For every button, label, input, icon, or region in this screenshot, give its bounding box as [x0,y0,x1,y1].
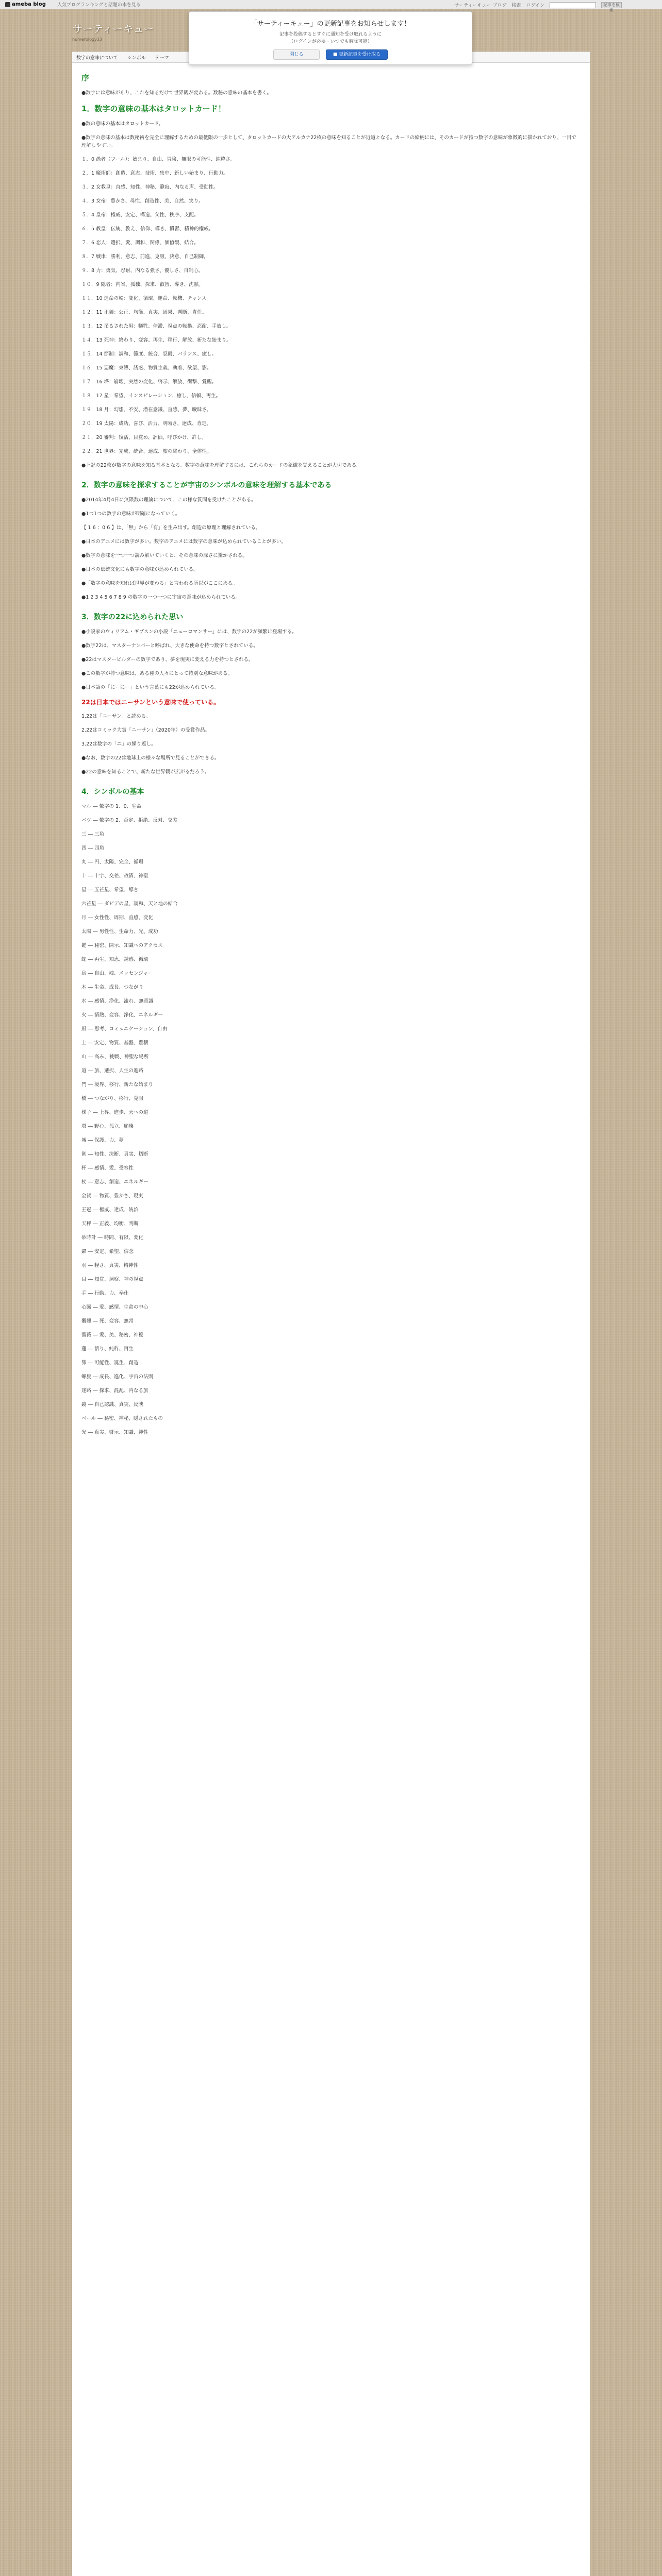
blog-subtitle: numerology33 [72,37,102,42]
paragraph: 迷路 ― 探求、混乱、内なる旅 [81,1388,148,1394]
paragraph: 六芒星 ― ダビデの星、調和、天と地の結合 [81,901,178,907]
nav-item-theme[interactable]: テーマ [155,55,169,61]
paragraph: 城 ― 保護、力、夢 [81,1138,124,1143]
paragraph: ●この数字が持つ意味は、ある種の人々にとって特別な意味がある。 [81,671,233,676]
blog-header [72,21,154,42]
paragraph: 梯子 ― 上昇、進歩、天への道 [81,1110,148,1115]
paragraph: 橋 ― つながり、移行、克服 [81,1096,144,1101]
notification-dialog [189,11,472,65]
paragraph: ●2014年4月4日に無限数の理論について、この様な質問を受けたことがある。 [81,497,256,503]
paragraph: １２．11 正義：公正、均衡、真実、因果、判断、責任。 [81,310,207,315]
paragraph: 心臓 ― 愛、感情、生命の中心 [81,1304,148,1310]
paragraph: １３．12 吊るされた男：犠牲、停滞、視点の転換、忍耐、手放し。 [81,324,231,329]
intro-text: ●数字には意味があり、これを知るだけで世界観が変わる。数秘の意味の基本を書く。 [81,90,272,96]
paragraph: ●日本の伝統文化にも数字の意味が込められている。 [81,567,198,572]
search-button[interactable]: 記事を検索 [601,2,622,8]
paragraph: 光 ― 真実、啓示、知識、神性 [81,1430,148,1435]
notification-title: 「サーティーキュー」の更新記事をお知らせします！ [250,20,411,28]
section-4-definitions [81,803,581,1436]
paragraph: ２．1 魔術師：創造、意志、技術、集中、新しい始まり、行動力。 [81,171,228,176]
section-3-body [81,628,581,691]
paragraph: ２２．21 世界：完成、統合、達成、旅の終わり、全体性。 [81,449,212,454]
nav-item-symbols[interactable]: シンボル [127,55,146,61]
paragraph: ベール ― 秘密、神秘、隠されたもの [81,1416,163,1421]
ameba-logo[interactable] [5,2,46,7]
paragraph: 風 ― 思考、コミュニケーション、自由 [81,1026,168,1032]
paragraph: ２０．19 太陽：成功、喜び、活力、明晰さ、達成、肯定。 [81,421,211,427]
section-3-heading: 3．数字の22に込められた思い [81,613,184,621]
paragraph: 螺旋 ― 成長、進化、宇宙の法則 [81,1374,154,1380]
paragraph: ６．5 教皇：伝統、教え、信仰、導き、慣習、精神的権威。 [81,226,214,232]
paragraph: １４．13 死神：終わり、変容、再生、移行、解放、新たな始まり。 [81,337,231,343]
paragraph: ●1 2 3 4 5 6 7 8 9 の数字の一つ一つに宇宙の意味が込められている。 [81,595,241,600]
paragraph: １９．18 月：幻想、不安、潜在意識、直感、夢、曖昧さ。 [81,407,212,413]
paragraph: マル ― 数字の 1、0、生命 [81,804,142,809]
paragraph: 王冠 ― 権威、達成、統治 [81,1207,139,1213]
section-1-body [81,120,581,455]
paragraph: 鍵 ― 秘密、開示、知識へのアクセス [81,943,163,948]
subscribe-button[interactable]: ■ 更新記事を受け取る [326,49,388,60]
paragraph: 髑髏 ― 死、変容、無常 [81,1318,134,1324]
paragraph: 月 ― 女性性、周期、直感、変化 [81,915,154,921]
paragraph: 三 ― 三角 [81,832,105,837]
section-1-note: ●上記の22枚が数字の意味を知る基本となる。数字の意味を理解するには、これらのカードの象徴を覚えることが大切である。 [81,463,361,468]
paragraph: ●小説家のウィリアム・ギブスンの小説「ニューロマンサー」には、数字の22が頻繁に登場する。 [81,629,297,635]
nav-item-numbers[interactable]: 数字の意味について [76,55,118,61]
paragraph: 鏡 ― 自己認識、真実、反映 [81,1402,144,1408]
logo-icon [5,2,10,7]
paragraph: ２１．20 審判：復活、目覚め、評価、呼びかけ、許し。 [81,435,207,440]
paragraph: ●1つ1つの数字の意味が明確になっていく。 [81,511,180,517]
paragraph: 羽 ― 軽さ、真実、精神性 [81,1263,139,1268]
paragraph: ●なお、数字の22は地球上の様々な場所で見ることができる。 [81,755,220,761]
paragraph: 四 ― 四角 [81,845,105,851]
notification-line1: 記事を投稿するとすぐに通知を受け取れるように [279,32,382,37]
paragraph: ８．7 戦車：勝利、意志、前進、克服、決意、自己制御。 [81,254,209,260]
paragraph: ●22はマスタービルダーの数字であり、夢を現実に変える力を持つとされる。 [81,657,254,663]
logo-text: ameba blog [12,2,46,7]
paragraph: 杯 ― 感情、愛、受容性 [81,1165,134,1171]
paragraph: バツ ― 数字の 2、否定、拒絶、反対、交差 [81,818,178,823]
section-3-body-2 [81,713,581,776]
paragraph: 蛇 ― 再生、知恵、誘惑、循環 [81,957,148,962]
close-button[interactable]: 閉じる [273,49,320,60]
paragraph: 卵 ― 可能性、誕生、創造 [81,1360,139,1366]
top-bar [0,0,662,12]
paragraph: 星 ― 五芒星、希望、導き [81,887,139,893]
paragraph: 2.22はコミック大賞「ニーサン」（2020年）の受賞作品。 [81,727,210,733]
topbar-link-blog[interactable]: サーティーキュー ブログ [454,3,507,8]
paragraph: 杖 ― 意志、創造、エネルギー [81,1179,148,1185]
paragraph: 道 ― 旅、選択、人生の進路 [81,1068,144,1074]
paragraph: １５．14 節制：調和、節度、統合、忍耐、バランス、癒し。 [81,351,217,357]
topbar-link-search[interactable]: 検索 [511,3,521,8]
search-input[interactable] [550,2,596,8]
section-3-red-heading: 22は日本ではニーサンという意味で使っている。 [81,699,220,706]
paragraph: ３．2 女教皇：直感、知性、神秘、静寂、内なる声、受動性。 [81,184,219,190]
paragraph: 土 ― 安定、物質、基盤、豊穣 [81,1040,148,1046]
section-1-heading: 1．数字の意味の基本はタロットカード！ [81,104,226,113]
section-2-heading: 2．数字の意味を探求することが宇宙のシンボルの意味を理解する基本である [81,481,332,489]
paragraph: １７．16 塔：崩壊、突然の変化、啓示、解放、衝撃、覚醒。 [81,379,217,385]
paragraph: ●数字22は、マスターナンバーと呼ばれ、大きな使命を持つ数字とされている。 [81,643,258,649]
paragraph: 山 ― 高み、挑戦、神聖な場所 [81,1054,149,1060]
paragraph: １８．17 星：希望、インスピレーション、癒し、信頼、再生。 [81,393,221,399]
intro-label: 序 [81,73,90,82]
paragraph: 薔薇 ― 愛、美、秘密、神秘 [81,1332,144,1338]
paragraph: ●22の意味を知ることで、新たな世界観が広がるだろう。 [81,769,210,775]
paragraph: １１．10 運命の輪：変化、循環、運命、転機、チャンス。 [81,296,212,301]
paragraph: 丸 ― 円、太陽、完全、循環 [81,859,144,865]
paragraph: １．0 愚者（フール）：始まり、自由、冒険、無限の可能性、純粋さ。 [81,157,235,162]
paragraph: 門 ― 境界、移行、新たな始まり [81,1082,154,1088]
paragraph: ●日本のアニメには数字が多い。数字のアニメには数字の意味が込められていることが多い。 [81,539,286,545]
paragraph: ●数字の意味を一つ一つ読み解いていくと、その意味の深さに驚かされる。 [81,553,247,558]
topbar-tagline[interactable]: 人気ブログランキングと話題の本を見る [57,3,141,8]
paragraph: ●日本語の「にーにー」という言葉にも22が込められている。 [81,685,220,690]
paragraph: １６．15 悪魔：束縛、誘惑、物質主義、執着、欲望、影。 [81,365,212,371]
paragraph: 木 ― 生命、成長、つながり [81,985,144,990]
paragraph: 十 ― 十字、交差、救済、神聖 [81,873,148,879]
paragraph: 錨 ― 安定、希望、信念 [81,1249,134,1255]
paragraph: ●数の意味の基本はタロットカード。 [81,121,163,127]
paragraph: 手 ― 行動、力、奉仕 [81,1291,129,1296]
paragraph: ●「数字の意味を知れば世界が変わる」と言われる所以がここにある。 [81,581,238,586]
blog-title[interactable]: サーティーキュー [72,23,154,35]
paragraph: 鳥 ― 自由、魂、メッセンジャー [81,971,153,976]
notification-line2: （ログインが必要・いつでも解除可能） [289,39,372,44]
paragraph: ７．6 恋人：選択、愛、調和、関係、価値観、結合。 [81,240,199,246]
paragraph: 天秤 ― 正義、均衡、判断 [81,1221,139,1227]
paragraph: 剣 ― 知性、決断、真実、切断 [81,1151,148,1157]
paragraph: １０．9 隠者：内省、孤独、探求、叡智、導き、沈黙。 [81,282,204,287]
paragraph: 目 ― 知覚、洞察、神の視点 [81,1277,144,1282]
paragraph: 1.22は「ニーサン」と読める。 [81,714,151,719]
paragraph: ４．3 女帝：豊かさ、母性、創造性、美、自然、実り。 [81,198,204,204]
paragraph: 3.22は数字の「ニ」の繰り返し。 [81,741,156,747]
paragraph: ●数字の意味の基本は数秘術を完全に理解するための最低限の一歩として、タロットカードの大アルカナ22枚の意味を知ることが近道となる。カードの絵柄には、そのカードが持つ数字の意味が象徴的に描かれており、一目で理解しやすい。 [81,135,576,148]
section-4-heading: 4．シンボルの基本 [81,788,144,796]
paragraph: 金貨 ― 物質、豊かさ、現実 [81,1193,143,1199]
paragraph: ９．8 力：勇気、忍耐、内なる強さ、優しさ、自制心。 [81,268,204,274]
topbar-link-login[interactable]: ログイン [526,3,544,8]
paragraph: ５．4 皇帝：権威、安定、構造、父性、秩序、支配。 [81,212,199,218]
article-body [72,63,590,2576]
paragraph: 太陽 ― 男性性、生命力、光、成功 [81,929,158,935]
paragraph: 水 ― 感情、浄化、流れ、無意識 [81,998,154,1004]
paragraph: 塔 ― 野心、孤立、崩壊 [81,1124,134,1129]
paragraph: 砂時計 ― 時間、有限、変化 [81,1235,144,1241]
paragraph: 蓮 ― 悟り、純粋、再生 [81,1346,134,1352]
paragraph: 【 1 6 ：0 6 】は、「無」から「有」を生み出す。創造の原理と理解されている。 [81,525,261,531]
paragraph: 火 ― 情熱、変容、浄化、エネルギー [81,1012,163,1018]
section-2-body [81,496,581,601]
